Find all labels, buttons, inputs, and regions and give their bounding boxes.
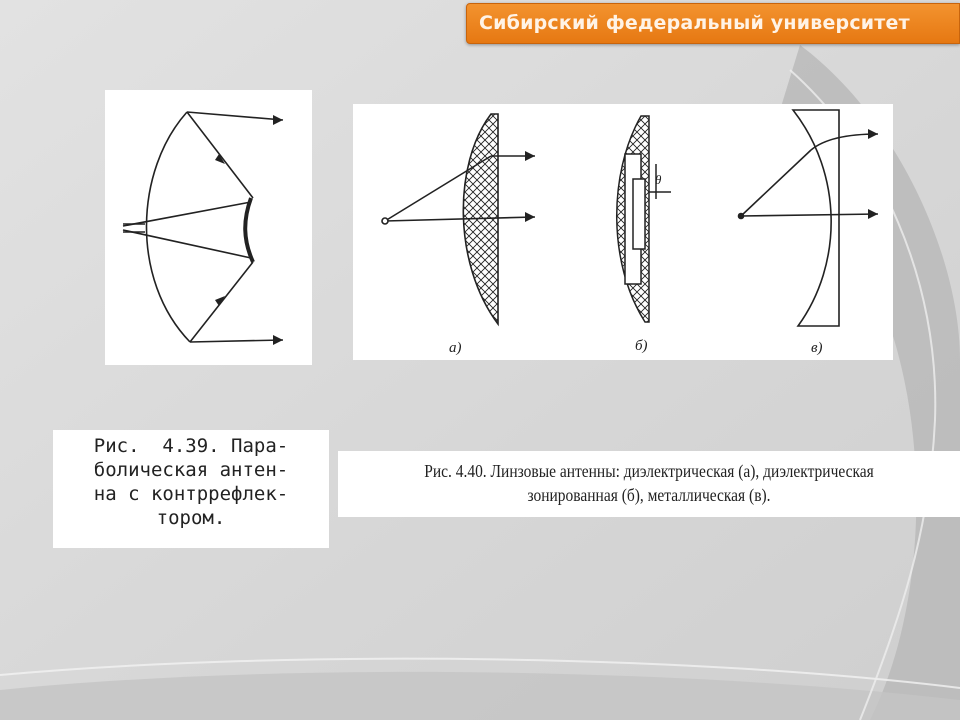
caption-439: Рис. 4.39. Пара- болическая антен- на с контррефлек- тором. (93, 435, 289, 529)
caption-440-line2: зонированная (б), металлическая (в). (527, 485, 771, 505)
caption-440 (382, 459, 917, 507)
caption-440-box (338, 451, 960, 517)
parabolic-antenna-drawing (105, 90, 312, 365)
header-badge (466, 3, 960, 44)
figure-440-lens-antennas (353, 104, 893, 360)
caption-440-line1: Рис. 4.40. Линзовые антенны: диэлектрическая (а), диэлектрическая (424, 461, 874, 481)
caption-439-box (53, 430, 329, 548)
label-b: б) (635, 338, 648, 354)
university-title: Сибирский федеральный университет (479, 12, 910, 34)
label-v: в) (811, 340, 823, 356)
lens-antennas-drawing (353, 104, 893, 360)
figure-439-parabolic-antenna (105, 90, 312, 365)
label-a: а) (449, 340, 462, 356)
svg-text:θ: θ (655, 172, 662, 187)
